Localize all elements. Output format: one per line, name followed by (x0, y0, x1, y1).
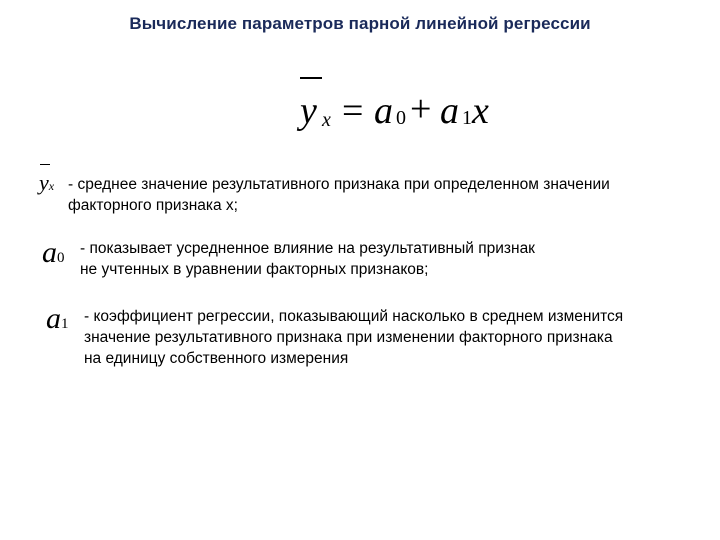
formula-a0: a (374, 90, 393, 132)
definition-a0-text: - показывает усредненное влияние на результативный признак не учтенных в уравнении факторных признаков; (80, 240, 535, 278)
symbol-a0: a0 (42, 236, 65, 269)
formula-sub0: 0 (396, 107, 406, 129)
slide-title: Вычисление параметров парной линейной регрессии (129, 14, 591, 33)
formula-equals: = (342, 90, 364, 132)
formula-x: x (472, 90, 489, 132)
symbol-mean-bar (40, 164, 50, 165)
symbol-a1: a1 (46, 302, 69, 335)
mean-bar (300, 77, 322, 79)
definition-a1-text: - коэффициент регрессии, показывающий насколько в среднем изменится значение результативного признака при изменении факторного признака на единицу собственного измерения (84, 308, 624, 367)
formula-plus: + (410, 88, 432, 130)
formula-y: y (300, 90, 317, 132)
formula-sub1: 1 (462, 107, 472, 129)
formula-y-sub: x (322, 109, 331, 131)
symbol-yx: yx (39, 170, 55, 195)
definition-yx-text: - среднее значение результативного признака при определенном значении факторного признака х; (68, 176, 610, 214)
formula-a1: a (440, 90, 459, 132)
